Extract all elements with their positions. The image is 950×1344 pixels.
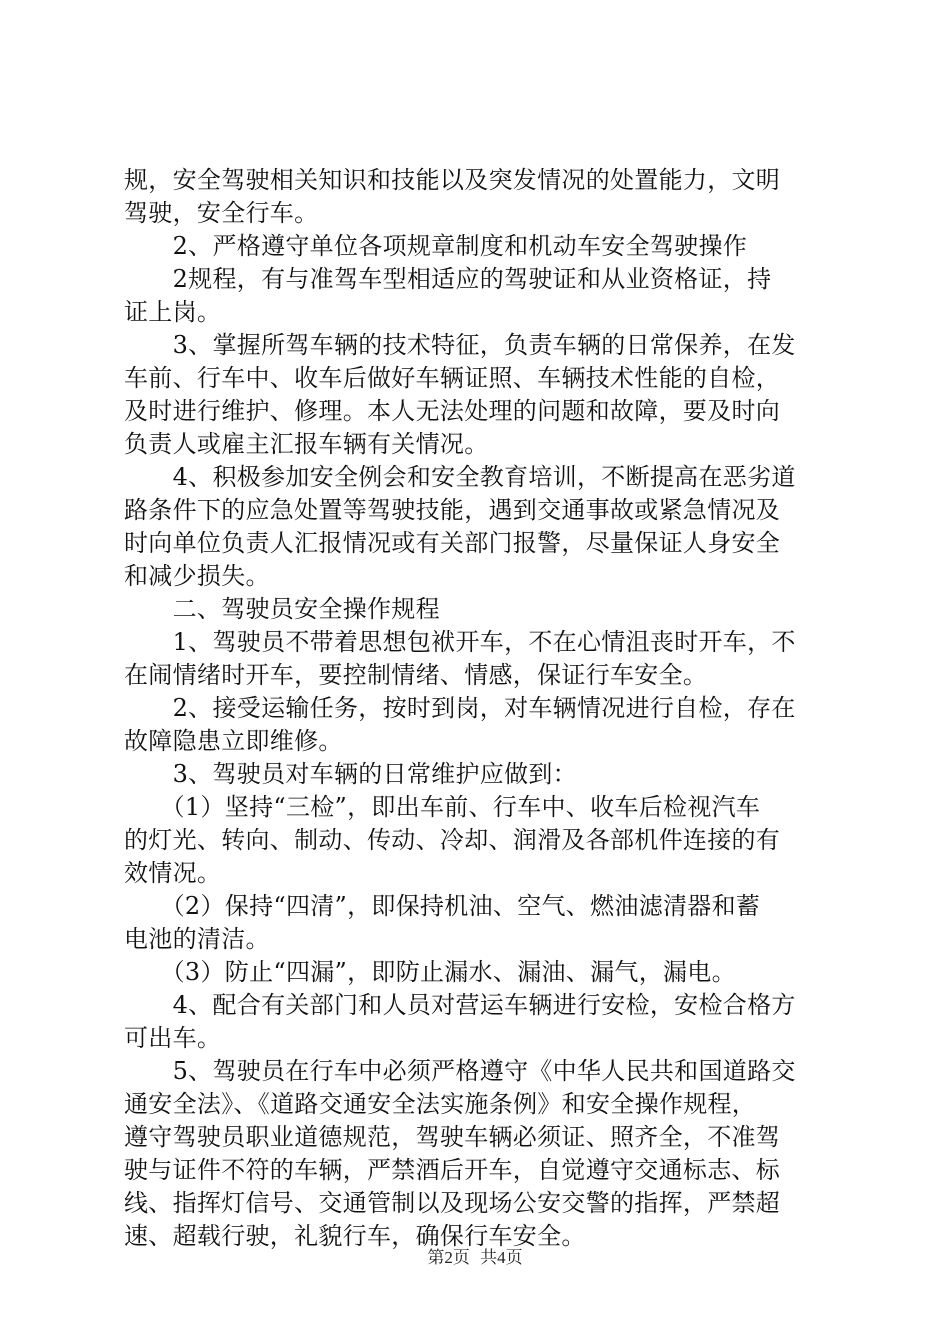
text-line: 二、驾驶员安全操作规程 bbox=[124, 595, 440, 623]
text-line: 车前、行车中、收车后做好车辆证照、车辆技术性能的自检， bbox=[124, 364, 781, 392]
page-number: 第2页 bbox=[427, 1248, 470, 1267]
text-line: 电池的清洁。 bbox=[124, 925, 270, 953]
text-line: （3）防止“四漏”，即防止漏水、漏油、漏气，漏电。 bbox=[124, 958, 736, 986]
text-line: 和减少损失。 bbox=[124, 562, 270, 590]
text-line: 效情况。 bbox=[124, 859, 222, 887]
text-line: 2规程，有与准驾车型相适应的驾驶证和从业资格证，持 bbox=[124, 265, 772, 293]
page-total: 共4页 bbox=[480, 1248, 523, 1267]
text-line: 3、驾驶员对车辆的日常维护应做到： bbox=[124, 760, 577, 788]
text-line: 驾驶，安全行车。 bbox=[124, 199, 319, 227]
text-line: 在闹情绪时开车，要控制情绪、情感，保证行车安全。 bbox=[124, 661, 708, 689]
text-line: 可出车。 bbox=[124, 1024, 222, 1052]
page-footer bbox=[0, 1243, 950, 1268]
text-line: 4、配合有关部门和人员对营运车辆进行安检，安检合格方 bbox=[124, 991, 796, 1019]
text-line: 故障隐患立即维修。 bbox=[124, 727, 343, 755]
text-line: 规，安全驾驶相关知识和技能以及突发情况的处置能力，文明 bbox=[124, 166, 781, 194]
text-line: 速、超载行驶，礼貌行车，确保行车安全。 bbox=[124, 1222, 586, 1250]
text-line: 及时进行维护、修理。本人无法处理的问题和故障，要及时向 bbox=[124, 397, 781, 425]
text-line: 4、积极参加安全例会和安全教育培训，不断提高在恶劣道 bbox=[124, 463, 796, 491]
text-line: 5、驾驶员在行车中必须严格遵守《中华人民共和国道路交 bbox=[124, 1057, 796, 1085]
text-line: 的灯光、转向、制动、传动、冷却、润滑及各部机件连接的有 bbox=[124, 826, 781, 854]
text-line: 2、接受运输任务，按时到岗，对车辆情况进行自检，存在 bbox=[124, 694, 796, 722]
text-line: 通安全法》、《道路交通安全法实施条例》和安全操作规程， bbox=[124, 1090, 757, 1118]
text-line: 线、指挥灯信号、交通管制以及现场公安交警的指挥，严禁超 bbox=[124, 1189, 781, 1217]
text-line: 证上岗。 bbox=[124, 298, 222, 326]
text-line: 遵守驾驶员职业道德规范，驾驶车辆必须证、照齐全，不准驾 bbox=[124, 1123, 781, 1151]
text-line: （1）坚持“三检”，即出车前、行车中、收车后检视汽车 bbox=[124, 793, 761, 821]
text-line: 3、掌握所驾车辆的技术特征，负责车辆的日常保养，在发 bbox=[124, 331, 796, 359]
text-line: 路条件下的应急处置等驾驶技能，遇到交通事故或紧急情况及 bbox=[124, 496, 781, 524]
text-line: 负责人或雇主汇报车辆有关情况。 bbox=[124, 430, 489, 458]
text-line: 驶与证件不符的车辆，严禁酒后开车，自觉遵守交通标志、标 bbox=[124, 1156, 781, 1184]
text-line: 1、驾驶员不带着思想包袱开车，不在心情沮丧时开车，不 bbox=[124, 628, 796, 656]
text-line: 时向单位负责人汇报情况或有关部门报警，尽量保证人身安全 bbox=[124, 529, 781, 557]
document-body bbox=[124, 164, 830, 1253]
text-line: 2、严格遵守单位各项规章制度和机动车安全驾驶操作 bbox=[124, 232, 748, 260]
text-line: （2）保持“四清”，即保持机油、空气、燃油滤清器和蓄 bbox=[124, 892, 761, 920]
